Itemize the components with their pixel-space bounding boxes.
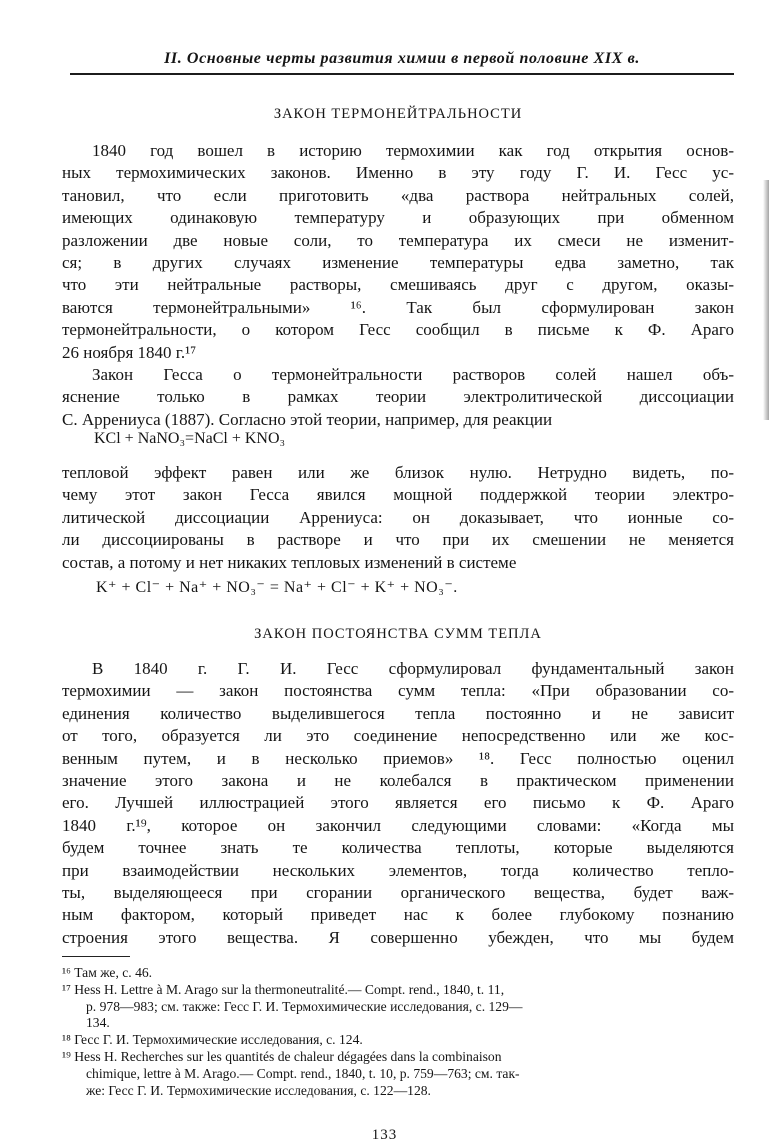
text-line: строения этого вещества. Я совершенно убежден, что мы будем [62, 927, 734, 947]
page-number: 133 [371, 1127, 398, 1143]
text-line: тепловой эффект равен или же близок нулю. Нетрудно видеть, по- [62, 463, 734, 482]
text-line: ным фактором, который приведет нас к более глубокому познанию [62, 905, 734, 925]
header-rule [70, 73, 734, 75]
text-line: разложении две новые соли, то температура их смеси не изменит- [62, 230, 734, 250]
section-title-heat-sums: ЗАКОН ПОСТОЯНСТВА СУММ ТЕПЛА [254, 626, 542, 642]
text-line: чему этот закон Гесса явился мощной поддержкой теории электро- [62, 485, 734, 505]
text-line: тановил, что если приготовить «два раствора нейтральных солей, [62, 185, 734, 205]
text-line: литической диссоциации Аррениуса: он доказывает, что ионные со- [62, 507, 734, 527]
footnote-19-continued: chimique, lettre à M. Arago.— Compt. rend., 1840, t. 10, p. 759—763; см. так- [86, 1065, 520, 1081]
paragraph-thermoneutrality-2 [62, 364, 734, 431]
footnote-rule [62, 956, 130, 957]
footnote-17: ¹⁷ Hess H. Lettre à M. Arago sur la thermoneutralité.— Compt. rend., 1840, t. 11, [62, 981, 505, 997]
text-line: С. Аррениуса (1887). Согласно этой теории, например, для реакции [62, 409, 553, 429]
text-line: ваются термонейтральными» ¹⁶. Так был сформулирован закон [62, 297, 734, 317]
scan-edge-shadow [763, 180, 769, 420]
text-line: 26 ноября 1840 г.¹⁷ [62, 342, 197, 362]
text-line: Закон Гесса о термонейтральности растворов солей нашел объ- [92, 365, 734, 384]
paragraph-thermoneutrality-1 [62, 140, 734, 364]
footnotes [62, 965, 734, 1099]
text-line: ных термохимических законов. Именно в эту году Г. И. Гесс ус- [62, 163, 734, 183]
section-title-thermoneutrality: ЗАКОН ТЕРМОНЕЙТРАЛЬНОСТИ [273, 106, 523, 122]
text-line: 1840 год вошел в историю термохимии как год открытия основ- [92, 141, 734, 160]
footnote-19-continued: же: Гесс Г. И. Термохимические исследования, с. 122—128. [86, 1082, 431, 1098]
text-line: имеющих одинаковую температуру и образующих при обменном [62, 208, 734, 228]
text-line: от того, образуется ли это соединение непосредственно или же кос- [62, 726, 734, 746]
text-line: ся; в других случаях изменение температуры едва заметно, так [62, 252, 734, 272]
text-line: ли диссоциированы в растворе и что при их смешении не меняется [62, 530, 734, 550]
text-line: значение этого закона и не колебался в практическом применении [62, 770, 734, 790]
footnote-16: ¹⁶ Там же, с. 46. [62, 965, 153, 980]
running-head: II. Основные черты развития химии в первой половине XIX в. [164, 50, 640, 67]
reaction-formula: KCl + NaNO₃=NaCl + KNO₃ [94, 430, 286, 447]
text-line: единения количество выделившегося тепла постоянно и не зависит [62, 703, 734, 723]
text-line: что эти нейтральные растворы, смешиваясь друг с другом, оказы- [62, 275, 734, 295]
text-line: термонейтральности, о котором Гесс сообщил в письме к Ф. Араго [62, 320, 734, 340]
footnote-18: ¹⁸ Гесс Г. И. Термохимические исследования, с. 124. [62, 1032, 363, 1048]
text-line: яснение только в рамках теории электролитической диссоциации [62, 387, 734, 407]
text-line: В 1840 г. Г. И. Гесс сформулировал фундаментальный закон [92, 659, 734, 678]
text-line: при взаимодействии нескольких элементов, тогда количество тепло- [62, 860, 734, 880]
footnote-17-continued: 134. [86, 1015, 110, 1031]
text-line: 1840 г.¹⁹, которое он закончил следующими словами: «Когда мы [62, 815, 734, 835]
footnote-19: ¹⁹ Hess H. Recherches sur les quantités de chaleur dégagées dans la combinaison [62, 1048, 502, 1064]
text-line: его. Лучшей иллюстрацией этого является его письмо к Ф. Араго [62, 793, 734, 813]
ionic-equation: K⁺ + Cl⁻ + Na⁺ + NO₃⁻ = Na⁺ + Cl⁻ + K⁺ + NO₃⁻. [96, 579, 458, 596]
text-line: термохимии — закон постоянства сумм тепла: «При образовании со- [62, 681, 734, 701]
footnote-17-continued: p. 978—983; см. также: Гесс Г. И. Термохимические исследования, с. 129— [86, 998, 523, 1014]
text-line: ты, выделяющееся при сгорании органического вещества, будет важ- [62, 882, 734, 902]
paragraph-heat-sums [62, 658, 734, 949]
text-line: состав, а потому и нет никаких тепловых изменений в системе [62, 552, 517, 572]
text-line: венным путем, и в несколько приемов» ¹⁸. Гесс полностью оценил [62, 748, 734, 768]
text-line: будем точнее знать те количества теплоты, которые выделяются [62, 838, 734, 858]
paragraph-thermoneutrality-3 [62, 462, 734, 574]
